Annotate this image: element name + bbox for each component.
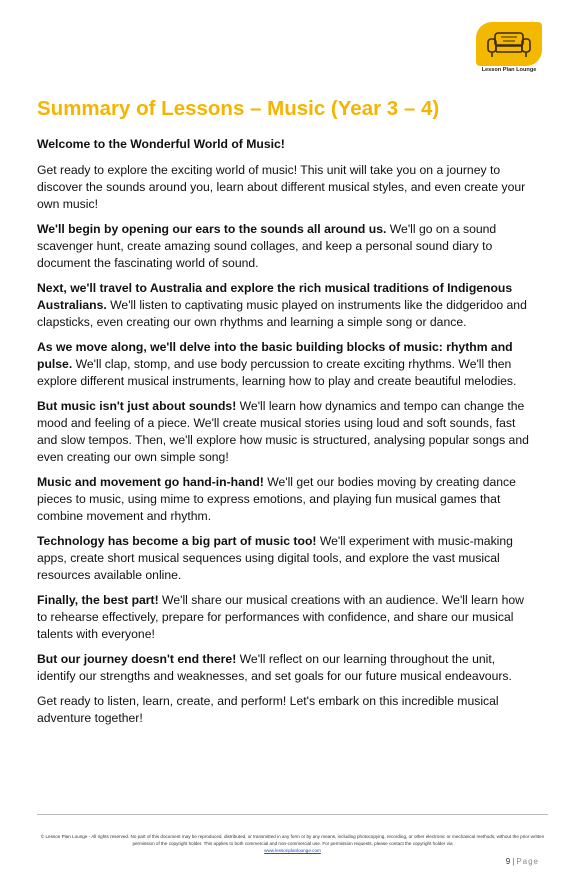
armchair-icon	[484, 28, 534, 60]
paragraph-text: We'll clap, stomp, and use body percussion to create exciting rhythms. We'll then explore different musical instruments, learning how to play and create beautiful melodies.	[37, 357, 517, 388]
paragraph-lead: Music and movement go hand-in-hand!	[37, 475, 264, 489]
page-word: Page	[516, 857, 539, 866]
lesson-summary	[37, 136, 537, 735]
paragraph	[37, 533, 537, 584]
paragraph	[37, 398, 537, 466]
paragraph-text: We'll learn how dynamics and tempo can change the mood and feeling of a piece. We'll create musical stories using loud and soft sounds, fast and slow tempos. Then, we'll explore how music is structured, analysing popular songs and even creating our own simple song!	[37, 399, 529, 464]
paragraph	[37, 162, 537, 213]
page-separator: |	[512, 857, 515, 866]
logo	[476, 22, 542, 80]
paragraph-text: We'll experiment with music-making apps, create short musical sequences using digital tools, and explore the vast musical resources available online.	[37, 534, 513, 582]
paragraph-text: Get ready to listen, learn, create, and perform! Let's embark on this incredible musical adventure together!	[37, 694, 499, 725]
page-number	[506, 857, 539, 866]
paragraph	[37, 221, 537, 272]
paragraph	[37, 280, 537, 331]
logo-text: Lesson Plan Lounge	[481, 67, 537, 73]
paragraph	[37, 592, 537, 643]
paragraph	[37, 339, 537, 390]
paragraph-lead: Technology has become a big part of music too!	[37, 534, 317, 548]
paragraph	[37, 651, 537, 685]
paragraph-lead: But our journey doesn't end there!	[37, 652, 237, 666]
paragraph-lead: As we move along, we'll delve into the basic building blocks of music: rhythm and pulse.	[37, 340, 513, 371]
paragraph-text: We'll go on a sound scavenger hunt, create amazing sound collages, and keep a personal sound diary to document the fascinating world of sound.	[37, 222, 497, 270]
footer-divider	[37, 814, 548, 815]
paragraph-text: We'll get our bodies moving by creating dance pieces to music, using mime to express emotions, and playing fun musical games that combine movement and rhythm.	[37, 475, 516, 523]
paragraph	[37, 693, 537, 727]
page-title: Summary of Lessons – Music (Year 3 – 4)	[37, 97, 440, 120]
footer-copyright	[37, 833, 548, 854]
paragraph-text: Get ready to explore the exciting world of music! This unit will take you on a journey to discover the sounds around you, learn about different musical styles, and even create your own music!	[37, 163, 526, 211]
paragraph	[37, 136, 537, 153]
paragraph-lead: Welcome to the Wonderful World of Music!	[37, 137, 285, 151]
paragraph	[37, 474, 537, 525]
paragraph-lead: But music isn't just about sounds!	[37, 399, 237, 413]
website-link[interactable]: www.lessonplanlounge.com	[264, 848, 321, 853]
paragraph-text: We'll reflect on our learning throughout the unit, identify our strengths and weaknesses, and set goals for our future musical endeavours.	[37, 652, 512, 683]
paragraph-lead: Next, we'll travel to Australia and explore the rich musical traditions of Indigenous Australians.	[37, 281, 513, 312]
logo-badge	[476, 22, 542, 66]
paragraph-text: We'll listen to captivating music played on instruments like the didgeridoo and clapsticks, even creating our own rhythms and learning a simple song or dance.	[37, 298, 527, 329]
paragraph-lead: We'll begin by opening our ears to the sounds all around us.	[37, 222, 387, 236]
paragraph-lead: Finally, the best part!	[37, 593, 159, 607]
copyright-text: © Lesson Plan Lounge - All rights reserved. No part of this document may be reproduced, distributed, or transmitted in any form or by any means, including photocopying, recording, or other electronic or mechanical methods, without the prior written permission of the copyright holder. This applies to both commercial and non-commercial use. For permission requests, please contact the copyright holder via	[40, 834, 545, 846]
paragraph-text: We'll share our musical creations with an audience. We'll learn how to rehearse effectively, prepare for performances with confidence, and share our musical talents with everyone!	[37, 593, 524, 641]
page-number-value: 9	[505, 857, 511, 866]
